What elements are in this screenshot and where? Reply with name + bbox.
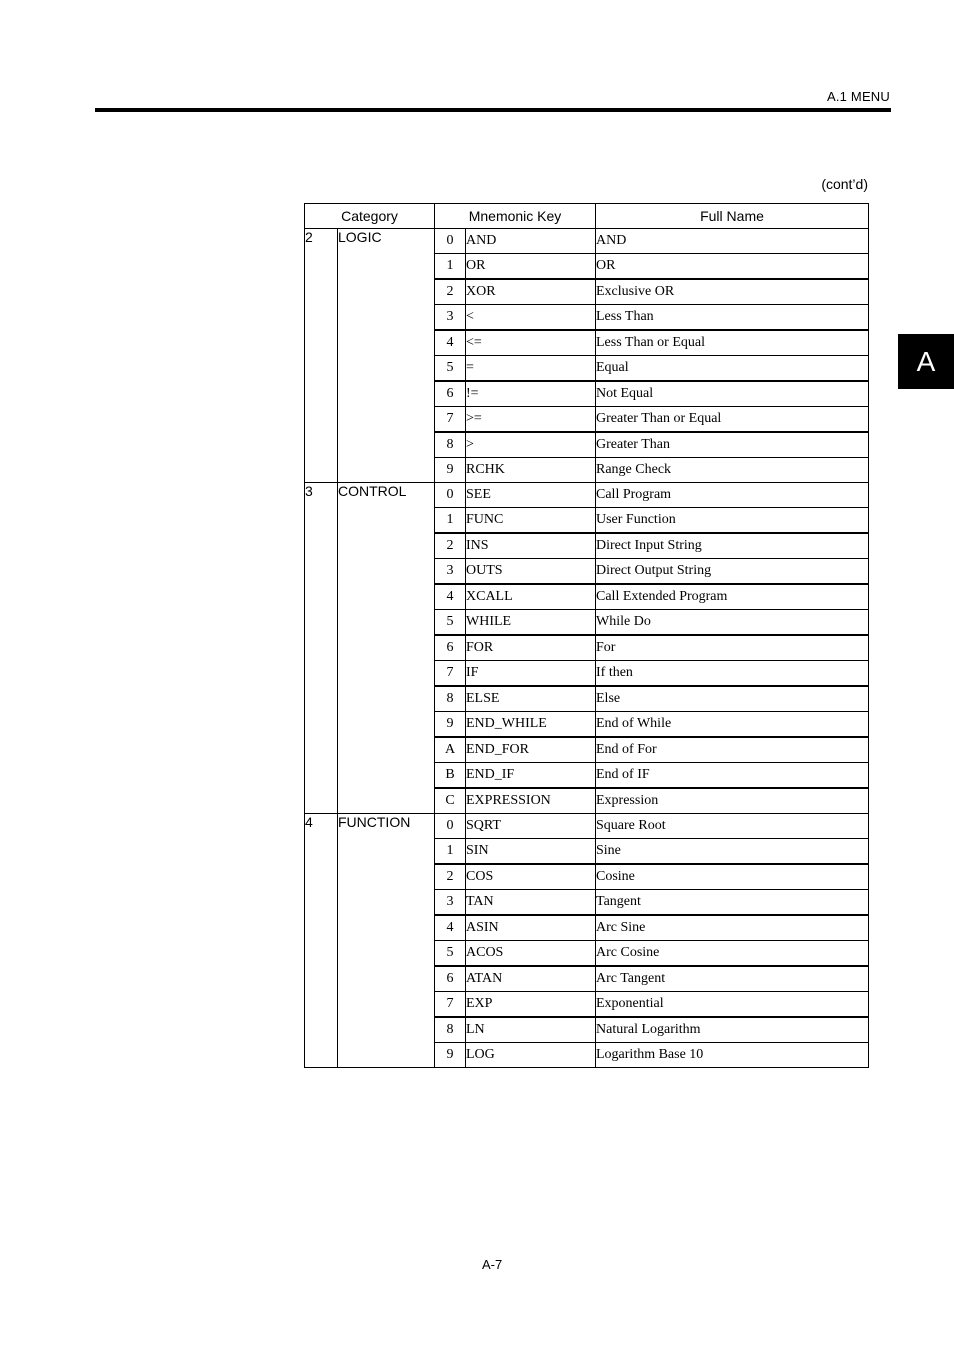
- full-name: For: [596, 635, 869, 661]
- mnemonic-key-number: 9: [435, 712, 466, 738]
- mnemonic-key-number: 6: [435, 381, 466, 407]
- mnemonic: IF: [466, 661, 596, 687]
- mnemonic-key-number: 1: [435, 839, 466, 865]
- mnemonic-key-number: 8: [435, 432, 466, 458]
- full-name: OR: [596, 254, 869, 280]
- mnemonic-key-number: 4: [435, 584, 466, 610]
- mnemonic-key-number: 4: [435, 915, 466, 941]
- mnemonic: ATAN: [466, 966, 596, 992]
- full-name: End of While: [596, 712, 869, 738]
- full-name: Sine: [596, 839, 869, 865]
- mnemonic: ELSE: [466, 686, 596, 712]
- mnemonic-key-number: A: [435, 737, 466, 763]
- mnemonic: INS: [466, 533, 596, 559]
- column-header-full-name: Full Name: [596, 204, 869, 229]
- mnemonic-key-number: 3: [435, 890, 466, 916]
- full-name: Arc Cosine: [596, 941, 869, 967]
- mnemonic-key-number: 2: [435, 279, 466, 305]
- mnemonic-key-number: 8: [435, 1017, 466, 1043]
- mnemonic-key-number: B: [435, 763, 466, 789]
- mnemonic-key-number: 1: [435, 254, 466, 280]
- menu-table: [304, 203, 869, 1068]
- mnemonic-key-number: 3: [435, 559, 466, 585]
- full-name: Call Program: [596, 483, 869, 508]
- mnemonic: SEE: [466, 483, 596, 508]
- full-name: End of For: [596, 737, 869, 763]
- mnemonic-key-number: 6: [435, 966, 466, 992]
- full-name: Direct Input String: [596, 533, 869, 559]
- mnemonic-key-number: 8: [435, 686, 466, 712]
- mnemonic-key-number: 7: [435, 992, 466, 1018]
- mnemonic: FUNC: [466, 508, 596, 534]
- full-name: Exponential: [596, 992, 869, 1018]
- full-name: Square Root: [596, 814, 869, 839]
- full-name: AND: [596, 229, 869, 254]
- full-name: Arc Tangent: [596, 966, 869, 992]
- mnemonic-key-number: 0: [435, 229, 466, 254]
- mnemonic: !=: [466, 381, 596, 407]
- mnemonic-key-number: 5: [435, 610, 466, 636]
- mnemonic: END_FOR: [466, 737, 596, 763]
- mnemonic: >: [466, 432, 596, 458]
- category-number: 2: [305, 229, 338, 483]
- mnemonic-key-number: 7: [435, 661, 466, 687]
- category-name: CONTROL: [338, 483, 435, 814]
- mnemonic: FOR: [466, 635, 596, 661]
- table-body: [305, 229, 869, 1068]
- table-row: [305, 229, 869, 254]
- continued-label: (cont’d): [821, 176, 868, 192]
- header-rule: [95, 108, 891, 112]
- mnemonic: >=: [466, 407, 596, 433]
- mnemonic: OUTS: [466, 559, 596, 585]
- full-name: Exclusive OR: [596, 279, 869, 305]
- column-header-category: Category: [305, 204, 435, 229]
- full-name: If then: [596, 661, 869, 687]
- mnemonic: SIN: [466, 839, 596, 865]
- mnemonic: <: [466, 305, 596, 331]
- full-name: Range Check: [596, 458, 869, 483]
- mnemonic-key-number: 0: [435, 814, 466, 839]
- mnemonic-key-number: 2: [435, 864, 466, 890]
- mnemonic: TAN: [466, 890, 596, 916]
- mnemonic: AND: [466, 229, 596, 254]
- mnemonic-key-number: 9: [435, 458, 466, 483]
- mnemonic-key-number: 5: [435, 941, 466, 967]
- mnemonic: EXP: [466, 992, 596, 1018]
- mnemonic-key-number: 2: [435, 533, 466, 559]
- mnemonic: OR: [466, 254, 596, 280]
- full-name: Direct Output String: [596, 559, 869, 585]
- full-name: While Do: [596, 610, 869, 636]
- category-number: 3: [305, 483, 338, 814]
- category-name: LOGIC: [338, 229, 435, 483]
- full-name: Logarithm Base 10: [596, 1043, 869, 1068]
- full-name: Call Extended Program: [596, 584, 869, 610]
- mnemonic: COS: [466, 864, 596, 890]
- mnemonic-key-number: C: [435, 788, 466, 814]
- mnemonic: WHILE: [466, 610, 596, 636]
- full-name: Less Than or Equal: [596, 330, 869, 356]
- mnemonic: END_IF: [466, 763, 596, 789]
- full-name: Less Than: [596, 305, 869, 331]
- full-name: End of IF: [596, 763, 869, 789]
- mnemonic-key-number: 7: [435, 407, 466, 433]
- full-name: Else: [596, 686, 869, 712]
- mnemonic-key-number: 1: [435, 508, 466, 534]
- full-name: User Function: [596, 508, 869, 534]
- mnemonic-key-number: 0: [435, 483, 466, 508]
- section-title: A.1 MENU: [826, 89, 890, 104]
- mnemonic-key-number: 6: [435, 635, 466, 661]
- mnemonic: =: [466, 356, 596, 382]
- table-row: [305, 483, 869, 508]
- mnemonic: LN: [466, 1017, 596, 1043]
- mnemonic: ACOS: [466, 941, 596, 967]
- page-number: A-7: [482, 1257, 503, 1272]
- appendix-tab: [898, 334, 954, 389]
- category-name: FUNCTION: [338, 814, 435, 1068]
- mnemonic: <=: [466, 330, 596, 356]
- mnemonic: RCHK: [466, 458, 596, 483]
- mnemonic-key-number: 4: [435, 330, 466, 356]
- full-name: Tangent: [596, 890, 869, 916]
- category-number: 4: [305, 814, 338, 1068]
- mnemonic: XCALL: [466, 584, 596, 610]
- full-name: Arc Sine: [596, 915, 869, 941]
- table-header-row: [305, 204, 869, 229]
- full-name: Expression: [596, 788, 869, 814]
- mnemonic-key-number: 9: [435, 1043, 466, 1068]
- full-name: Not Equal: [596, 381, 869, 407]
- table-row: [305, 814, 869, 839]
- mnemonic: LOG: [466, 1043, 596, 1068]
- column-header-mnemonic-key: Mnemonic Key: [435, 204, 596, 229]
- mnemonic-key-number: 5: [435, 356, 466, 382]
- mnemonic: ASIN: [466, 915, 596, 941]
- mnemonic: END_WHILE: [466, 712, 596, 738]
- full-name: Equal: [596, 356, 869, 382]
- mnemonic: EXPRESSION: [466, 788, 596, 814]
- mnemonic: XOR: [466, 279, 596, 305]
- appendix-tab-letter: A: [916, 345, 936, 377]
- full-name: Greater Than or Equal: [596, 407, 869, 433]
- mnemonic-key-number: 3: [435, 305, 466, 331]
- full-name: Natural Logarithm: [596, 1017, 869, 1043]
- full-name: Greater Than: [596, 432, 869, 458]
- mnemonic: SQRT: [466, 814, 596, 839]
- full-name: Cosine: [596, 864, 869, 890]
